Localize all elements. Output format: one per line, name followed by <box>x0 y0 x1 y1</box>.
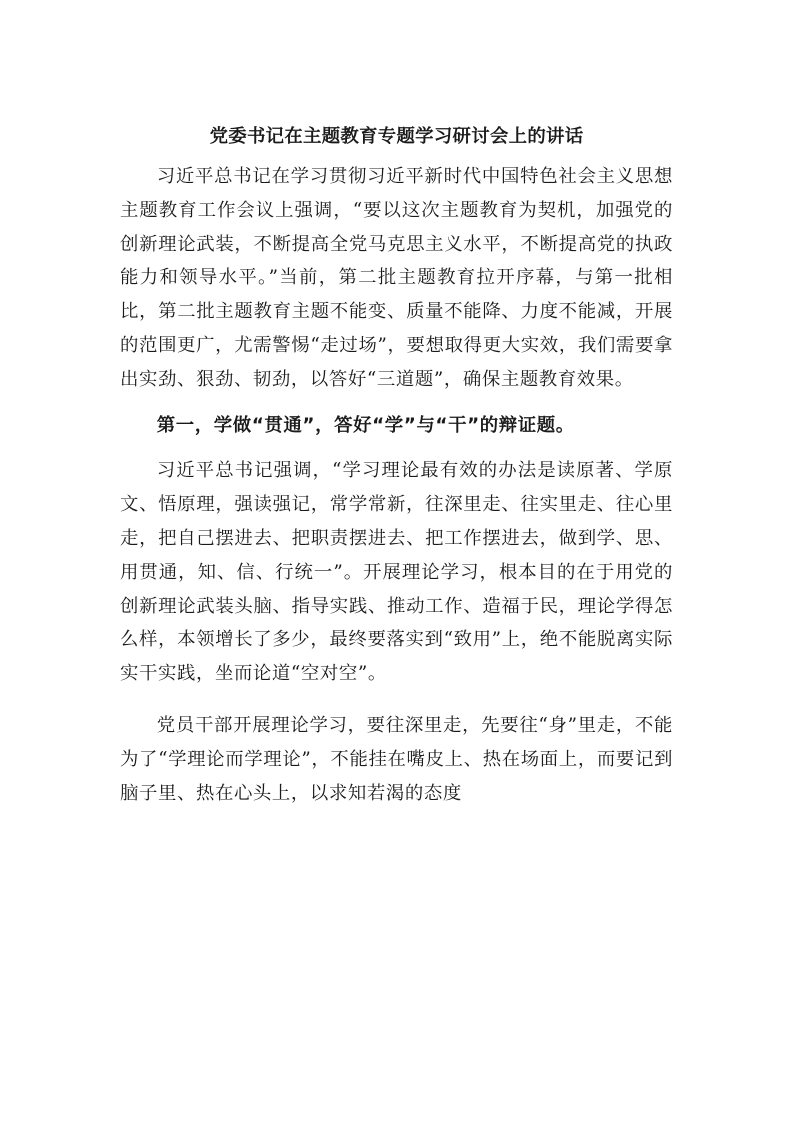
body-paragraph-2: 党员干部开展理论学习，要往深里走，先要往“身”里走，不能为了“学理论而学理论”，不能挂在嘴皮上、热在场面上，而要记到脑子里、热在心头上，以求知若渴的态度 <box>120 714 673 804</box>
body-paragraph-1: 习近平总书记强调，“学习理论最有效的办法是读原著、学原文、悟原理，强读强记，常学常新，往深里走、往实里走、往心里走，把自己摆进去、把职责摆进去、把工作摆进去，做到学、思、用贯通，知、信、行统一”。开展理论学习，根本目的在于用党的创新理论武装头脑、指导实践、推动工作、造福于民，理论学得怎么样，本领增长了多少，最终要落实到“致用”上，绝不能脱离实际实干实践，坐而论道“空对空”。 <box>120 460 673 685</box>
document-title: 党委书记在主题教育专题学习研讨会上的讲话 <box>209 126 584 147</box>
intro-paragraph: 习近平总书记在学习贯彻习近平新时代中国特色社会主义思想主题教育工作会议上强调，“要以这次主题教育为契机，加强党的创新理论武装，不断提高全党马克思主义水平，不断提高党的执政能力和领导水平。”当前，第二批主题教育拉开序幕，与第一批相比，第二批主题教育主题不能变、质量不能降、力度不能减，开展的范围更广，尤需警惕“走过场”，要想取得更大实效，我们需要拿出实劲、狠劲、韧劲，以答好“三道题”，确保主题教育效果。 <box>120 166 673 390</box>
document-page <box>120 120 673 810</box>
section-heading-1: 第一，学做“贯通”，答好“学”与“干”的辩证题。 <box>156 414 575 436</box>
